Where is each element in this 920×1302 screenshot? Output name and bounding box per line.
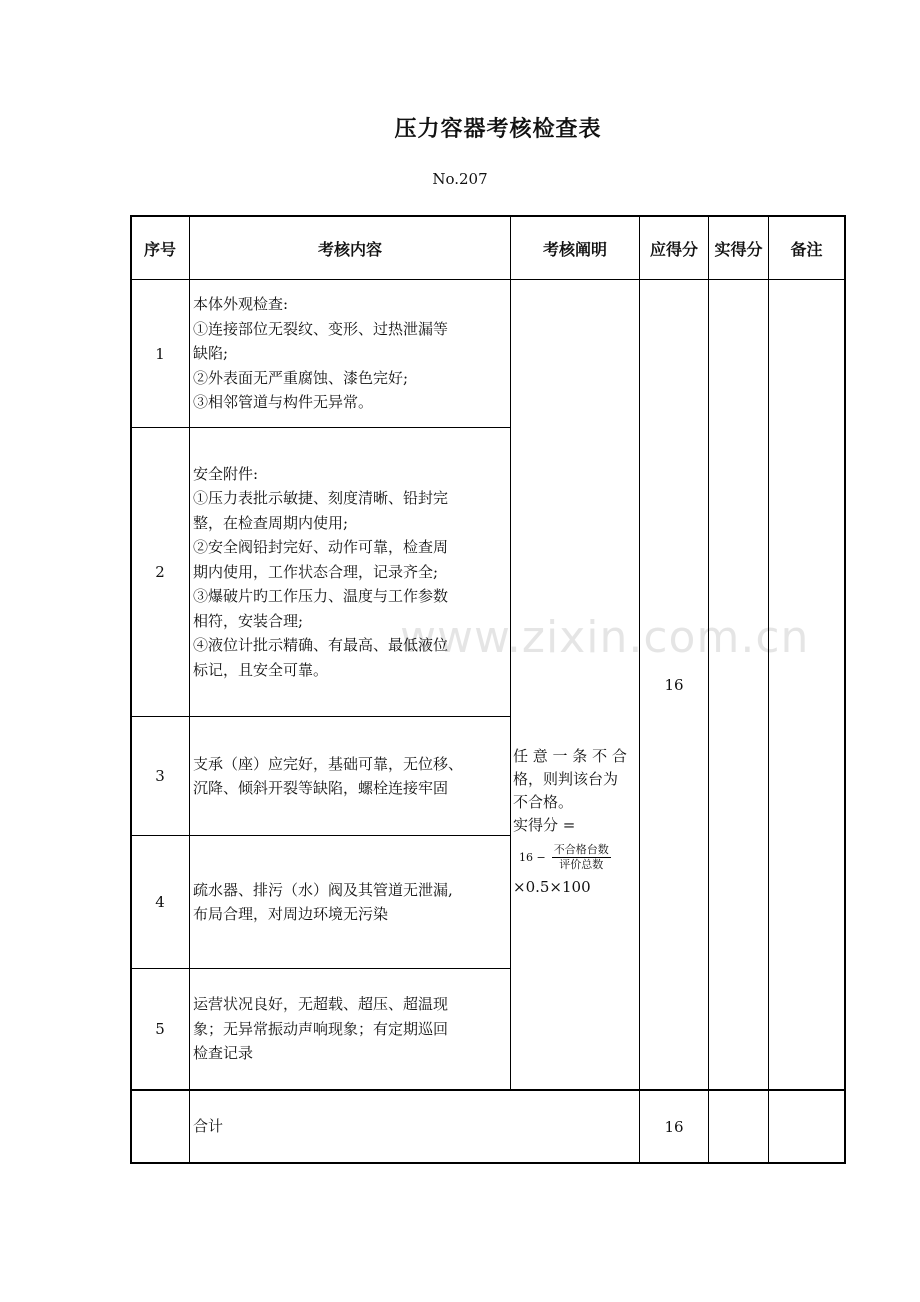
- explanation-line: 格，则判该台为: [513, 770, 619, 788]
- row-2-line: 整，在检查周期内使用;: [193, 513, 349, 532]
- row-1-line: ②外表面无严重腐蚀、漆色完好;: [193, 368, 409, 387]
- row-2-line: 标记，且安全可靠。: [193, 660, 329, 679]
- formula-suffix: ×0.5×100: [513, 878, 591, 896]
- col-divider: [768, 215, 769, 1164]
- total-label: 合计: [193, 1117, 224, 1136]
- total-score: 16: [664, 1117, 684, 1136]
- row-2-line: ③爆破片旳工作压力、温度与工作参数: [193, 587, 449, 606]
- table-border-bottom: [130, 1162, 846, 1164]
- due-score-cell: 16: [664, 676, 684, 694]
- row-2-line: ①压力表批示敏捷、刻度清晰、铅封完: [193, 489, 449, 508]
- row-5-content: [190, 969, 512, 1089]
- row-2-line: 期内使用，工作状态合理，记录齐全;: [193, 562, 439, 581]
- row-2-number: 2: [155, 563, 165, 581]
- row-5-line: 运营状况良好，无超载、超压、超温现: [193, 995, 449, 1014]
- score-formula: [519, 843, 627, 872]
- row-1-line: 本体外观检查:: [193, 295, 289, 314]
- row-5-line: 象；无异常振动声响现象；有定期巡回: [193, 1019, 449, 1038]
- row-3-line: 支承（座）应完好，基础可靠，无位移、: [193, 754, 464, 773]
- header-remarks: 备注: [790, 239, 823, 259]
- row-2-line: 相符，安装合理;: [193, 611, 304, 630]
- row-4-line: 疏水器、排污（水）阀及其管道无泄漏,: [193, 880, 453, 899]
- row-3-content: [190, 717, 512, 835]
- row-1-line: ①连接部位无裂纹、变形、过热泄漏等: [193, 319, 449, 338]
- formula-prefix: 16 −: [519, 851, 546, 864]
- row-2-line: 安全附件:: [193, 464, 259, 483]
- header-explanation: 考核阐明: [542, 239, 607, 259]
- header-content: 考核内容: [317, 239, 382, 259]
- formula-fraction: [552, 843, 611, 872]
- col-divider: [708, 215, 709, 1164]
- row-2-content: [190, 428, 512, 716]
- row-3-line: 沉降、倾斜开裂等缺陷，螺栓连接牢固: [193, 779, 449, 797]
- watermark: www.zixin.com.cn: [400, 612, 810, 663]
- row-2-line: ②安全阀铅封完好、动作可靠，检查周: [193, 538, 449, 557]
- row-1-line: 缺陷;: [193, 344, 229, 363]
- row-2-line: ④液位计批示精确、有最高、最低液位: [193, 636, 449, 655]
- formula-numerator: 不合格台数: [553, 843, 609, 856]
- header-actual-score: 实得分: [714, 239, 763, 259]
- header-due-score: 应得分: [649, 239, 698, 259]
- document-number: No.207: [432, 170, 488, 188]
- row-1-number: 1: [155, 344, 165, 363]
- header-seq: 序号: [143, 239, 176, 259]
- row-4-number: 4: [155, 893, 165, 911]
- explanation-line: 任 意 一 条 不 合: [513, 747, 627, 765]
- row-4-line: 布局合理，对周边环境无污染: [193, 905, 389, 923]
- page-title: 压力容器考核检查表: [394, 117, 602, 142]
- row-3-number: 3: [155, 767, 165, 785]
- row-4-content: [190, 836, 512, 968]
- formula-denominator: 评价总数: [559, 858, 604, 871]
- explanation-line: 实得分 =: [513, 816, 576, 834]
- row-1-content: [190, 280, 512, 427]
- row-5-line: 检查记录: [193, 1044, 254, 1063]
- row-5-number: 5: [155, 1020, 165, 1038]
- explanation-cell: [511, 745, 639, 915]
- row-1-line: ③相邻管道与构件无异常。: [193, 393, 374, 412]
- table-border-right: [844, 215, 846, 1164]
- explanation-line: 不合格。: [513, 793, 574, 811]
